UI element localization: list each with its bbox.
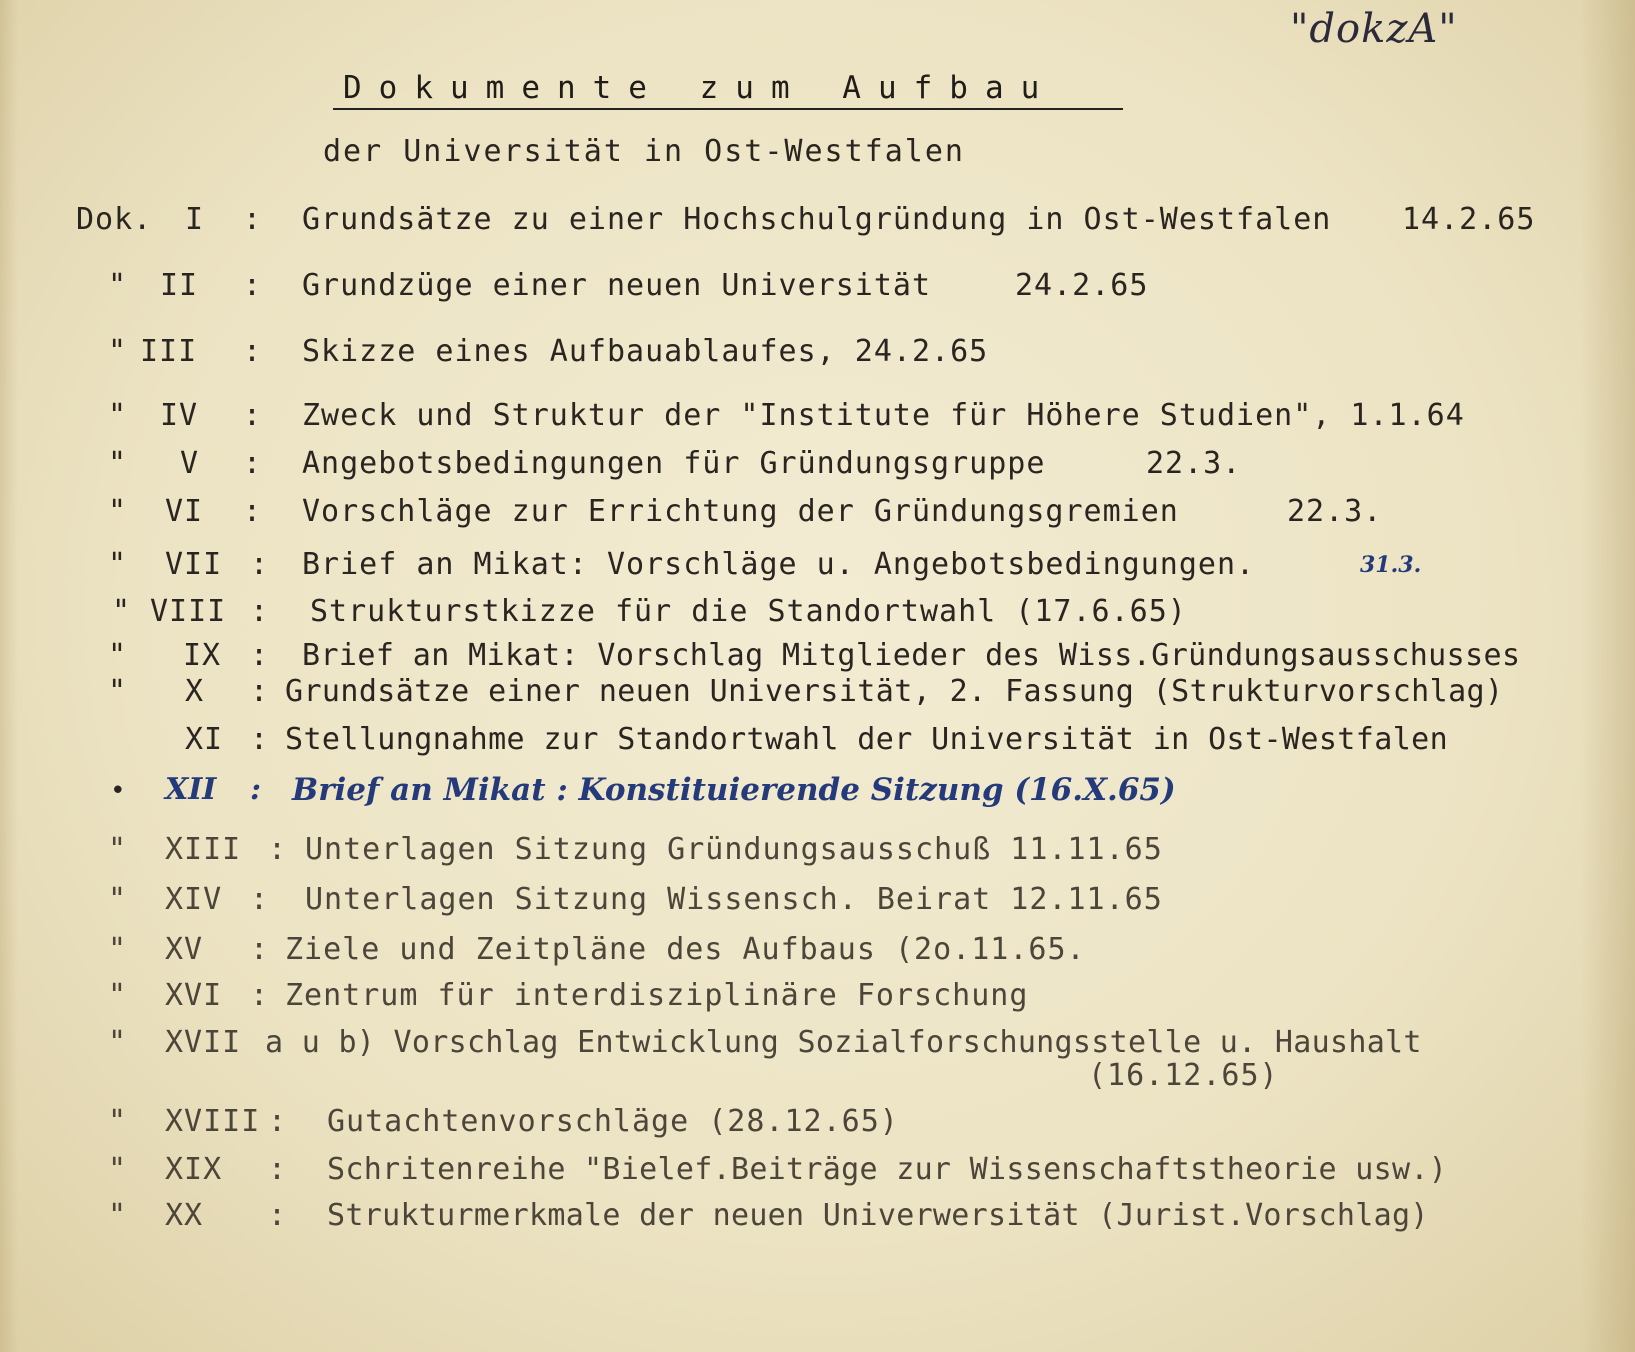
row-prefix: " — [108, 268, 128, 303]
row-prefix: " — [108, 832, 128, 867]
row-separator: : — [243, 398, 263, 433]
row-separator: : — [250, 882, 270, 917]
row-number: I — [185, 202, 205, 237]
row-separator: : — [250, 674, 270, 709]
row-prefix: " — [108, 674, 128, 709]
row-title: Schritenreihe "Bielef.Beiträge zur Wissenschaftstheorie usw.) — [327, 1152, 1448, 1187]
row-separator: : — [250, 932, 270, 967]
row-separator: : — [268, 1152, 288, 1187]
row-date: 14.2.65 — [1402, 202, 1536, 237]
row-separator: : — [250, 978, 270, 1013]
row-title: Zentrum für interdisziplinäre Forschung — [285, 978, 1029, 1013]
row-title: Stellungnahme zur Standortwahl der Universität in Ost-Westfalen — [285, 722, 1449, 757]
row-number: XV — [165, 932, 204, 967]
row-number: III — [140, 334, 198, 369]
row-number-handwritten: XII — [165, 772, 217, 807]
row-title: Grundsätze zu einer Hochschulgründung in Ost-Westfalen — [302, 202, 1332, 237]
row-title: Vorschläge zur Errichtung der Gründungsgremien — [302, 494, 1179, 529]
row-date: 22.3. — [1146, 446, 1242, 481]
row-number: VIII — [150, 594, 227, 629]
row-number: XVI — [165, 978, 223, 1013]
row-separator: : — [250, 594, 270, 629]
row-prefix: " — [108, 932, 128, 967]
row-number: IX — [183, 638, 222, 673]
row-title: Skizze eines Aufbauablaufes, 24.2.65 — [302, 334, 989, 369]
row-prefix: " — [108, 1198, 128, 1233]
row-title: Angebotsbedingungen für Gründungsgruppe — [302, 446, 1046, 481]
row-title: Brief an Mikat: Vorschläge u. Angebotsbedingungen. — [302, 547, 1256, 582]
row-prefix: " — [112, 594, 132, 629]
row-number: XVIII — [165, 1104, 261, 1139]
handwritten-archive-mark: "dokzA" — [1290, 6, 1458, 52]
row-number: XIII — [165, 832, 242, 867]
row-title: a u b) Vorschlag Entwicklung Sozialforschungsstelle u. Haushalt — [265, 1025, 1422, 1060]
row-separator: : — [243, 334, 263, 369]
row-prefix: " — [108, 1025, 128, 1060]
row-prefix: " — [108, 882, 128, 917]
row-prefix: " — [108, 494, 128, 529]
row-date: 22.3. — [1287, 494, 1383, 529]
row-title: Grundsätze einer neuen Universität, 2. Fassung (Strukturvorschlag) — [285, 674, 1504, 709]
paper-edge-right — [1580, 0, 1635, 1352]
row-separator: : — [250, 638, 270, 673]
row-number: X — [185, 674, 205, 709]
row-number: XX — [165, 1198, 204, 1233]
row-separator: : — [250, 722, 270, 757]
row-title: Ziele und Zeitpläne des Aufbaus (2o.11.65. — [285, 932, 1086, 967]
row-number: XIV — [165, 882, 223, 917]
row-separator: : — [268, 832, 288, 867]
row-prefix: " — [108, 398, 128, 433]
row-separator: : — [243, 446, 263, 481]
row-title: Strukturmerkmale der neuen Univerwersität (Jurist.Vorschlag) — [327, 1198, 1429, 1233]
row-number: VII — [165, 547, 223, 582]
row-number: IV — [160, 398, 199, 433]
row-number: XIX — [165, 1152, 223, 1187]
row-date-handwritten: 31.3. — [1360, 552, 1422, 578]
row-title: Unterlagen Sitzung Wissensch. Beirat 12.11.65 — [305, 882, 1163, 917]
row-separator: : — [243, 494, 263, 529]
row-separator: : — [268, 1104, 288, 1139]
row-prefix: Dok. — [76, 202, 153, 237]
row-number: XI — [185, 722, 224, 757]
row-date: 24.2.65 — [1015, 268, 1149, 303]
row-number: II — [160, 268, 199, 303]
row-prefix: " — [108, 638, 128, 673]
row-separator: : — [243, 268, 263, 303]
row-date: (16.12.65) — [1088, 1058, 1279, 1093]
row-title: Zweck und Struktur der "Institute für Höhere Studien", 1.1.64 — [302, 398, 1465, 433]
row-title: Brief an Mikat: Vorschlag Mitglieder des Wiss.Gründungsausschusses — [302, 638, 1521, 673]
row-title: Unterlagen Sitzung Gründungsausschuß 11.11.65 — [305, 832, 1163, 867]
row-prefix: " — [108, 1152, 128, 1187]
row-prefix: " — [108, 1104, 128, 1139]
row-number: XVII — [165, 1025, 242, 1060]
row-prefix: " — [108, 978, 128, 1013]
row-prefix: " — [108, 547, 128, 582]
row-separator: : — [250, 547, 270, 582]
paper-edge-left — [0, 0, 18, 1352]
row-separator: : — [268, 1198, 288, 1233]
row-title: Strukturstkizze für die Standortwahl (17.6.65) — [310, 594, 1187, 629]
row-number: V — [180, 446, 200, 481]
row-title: Gutachtenvorschläge (28.12.65) — [327, 1104, 899, 1139]
row-title-handwritten: Brief an Mikat : Konstituierende Sitzung (16.X.65) — [292, 772, 1176, 808]
document-subtitle: der Universität in Ost-Westfalen — [323, 134, 965, 169]
document-page: "dokzA" Dokumente zum Aufbau der Universität in Ost-Westfalen Dok. I : Grundsätze zu einer Hochschulgründung in Ost-Westfalen 14.2.65 " II : Grundzüge einer neuen Universität 24.2.65 " III : Skizze eines Aufbauablaufes, 24.2.65 " IV : Zweck und Struktur der "Institute für Höhere Studien", 1.1.64 " V : Angebotsbedingungen für Gründungsgruppe 22.3. " VI : Vorschläge zur Errichtung der Gründungsgremien 22.3. " VII : Brief an Mikat: Vorschläge u. Angebotsbedingungen. 31.3. " VIII : Strukturstkizze für die Standortwahl (17.6.65) " IX : Brief an Mikat: Vorschlag Mitglieder des Wiss.Gründungsausschusses " X : Grundsätze einer neuen Universität, 2. Fassung (Strukturvorschlag) XI : Stellungnahme zur Standortwahl der Universität in Ost-Westfalen • XII : Brief an Mikat : Konstituierende Sitzung (16.X.65) " XIII : Unterlagen Sitzung Gründungsausschuß 11.11.65 " XIV : Unterlagen Sitzung Wissensch. Beirat 12.11.65 " XV : Ziele und Zeitpläne des Aufbaus (2o.11.65. " XVI : Zentrum für interdisziplinäre Forschung " XVII a u b) Vorschlag Entwicklung Sozialforschungsstelle u. Haushalt (16.12.65) " XVIII : Gutachtenvorschläge (28.12.65) " XIX : Schritenreihe "Bielef.Beiträge zur Wissenschaftstheorie usw.) " XX : Strukturmerkmale der neuen Univerwersität (Jurist.Vorschlag) — [0, 0, 1635, 1352]
row-prefix: " — [108, 334, 128, 369]
row-prefix: " — [108, 446, 128, 481]
row-title: Grundzüge einer neuen Universität — [302, 268, 932, 303]
row-number: VI — [165, 494, 204, 529]
document-title: Dokumente zum Aufbau — [333, 70, 1123, 110]
row-separator: : — [243, 202, 263, 237]
row-separator-handwritten: : — [250, 772, 262, 807]
